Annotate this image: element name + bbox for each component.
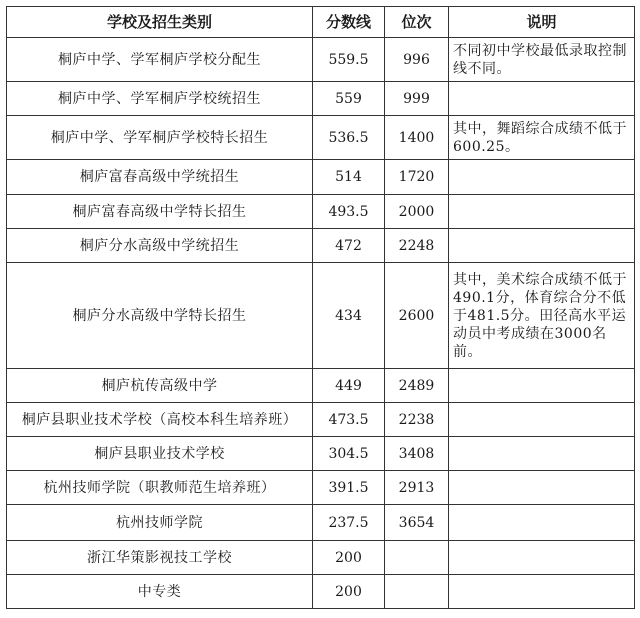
- rank-cell: 3408: [385, 437, 449, 471]
- score-cell: 434: [313, 263, 385, 369]
- rank-cell: 2489: [385, 369, 449, 403]
- rank-cell: 3654: [385, 505, 449, 541]
- rank-cell: 2248: [385, 229, 449, 263]
- category-cell: 桐庐分水高级中学统招生: [7, 229, 313, 263]
- category-cell: 中专类: [7, 575, 313, 609]
- header-category: 学校及招生类别: [7, 7, 313, 38]
- header-rank: 位次: [385, 7, 449, 38]
- note-cell: [449, 116, 635, 160]
- note-cell: [449, 505, 635, 541]
- category-cell: 桐庐中学、学军桐庐学校分配生: [7, 38, 313, 82]
- note-cell: [449, 82, 635, 116]
- header-note: 说明: [449, 7, 635, 38]
- score-cell: 449: [313, 369, 385, 403]
- score-cell: 391.5: [313, 471, 385, 505]
- note-cell: [449, 229, 635, 263]
- note-cell: [449, 38, 635, 82]
- category-cell: 杭州技师学院: [7, 505, 313, 541]
- note-text: 其中，美术综合成绩不低于490.1分，体育综合分不低于481.5分。田径高水平运动员中考成绩在3000名前。: [453, 272, 627, 360]
- table-row: [7, 575, 635, 609]
- table-row: [7, 263, 635, 369]
- category-cell: 桐庐分水高级中学特长招生: [7, 263, 313, 369]
- score-cell: 559: [313, 82, 385, 116]
- table-row: [7, 160, 635, 195]
- table-row: [7, 505, 635, 541]
- rank-cell: [385, 541, 449, 575]
- table-row: [7, 38, 635, 82]
- admission-score-table: [6, 6, 635, 609]
- table-row: [7, 403, 635, 437]
- note-cell: [449, 263, 635, 369]
- header-score: 分数线: [313, 7, 385, 38]
- note-text: 其中，舞蹈综合成绩不低于600.25。: [453, 121, 627, 155]
- note-cell: [449, 160, 635, 195]
- table-row: [7, 229, 635, 263]
- table-row: [7, 195, 635, 229]
- score-cell: 200: [313, 541, 385, 575]
- table-row: [7, 541, 635, 575]
- note-cell: [449, 369, 635, 403]
- rank-cell: 2238: [385, 403, 449, 437]
- table-row: [7, 471, 635, 505]
- score-cell: 536.5: [313, 116, 385, 160]
- category-cell: 杭州技师学院（职教师范生培养班）: [7, 471, 313, 505]
- rank-cell: 2600: [385, 263, 449, 369]
- rank-cell: 2000: [385, 195, 449, 229]
- category-cell: 桐庐富春高级中学特长招生: [7, 195, 313, 229]
- score-cell: 304.5: [313, 437, 385, 471]
- rank-cell: 999: [385, 82, 449, 116]
- category-cell: 桐庐杭传高级中学: [7, 369, 313, 403]
- score-cell: 473.5: [313, 403, 385, 437]
- note-cell: [449, 195, 635, 229]
- note-text: 不同初中学校最低录取控制线不同。: [453, 43, 627, 77]
- score-cell: 514: [313, 160, 385, 195]
- note-cell: [449, 437, 635, 471]
- score-cell: 472: [313, 229, 385, 263]
- rank-cell: 1720: [385, 160, 449, 195]
- table-row: [7, 369, 635, 403]
- category-cell: 浙江华策影视技工学校: [7, 541, 313, 575]
- category-cell: 桐庐中学、学军桐庐学校特长招生: [7, 116, 313, 160]
- rank-cell: 2913: [385, 471, 449, 505]
- table-row: [7, 116, 635, 160]
- note-cell: [449, 471, 635, 505]
- category-cell: 桐庐富春高级中学统招生: [7, 160, 313, 195]
- table-row: [7, 437, 635, 471]
- table-header-row: [7, 7, 635, 38]
- rank-cell: [385, 575, 449, 609]
- rank-cell: 1400: [385, 116, 449, 160]
- category-cell: 桐庐中学、学军桐庐学校统招生: [7, 82, 313, 116]
- note-cell: [449, 541, 635, 575]
- score-cell: 237.5: [313, 505, 385, 541]
- score-cell: 200: [313, 575, 385, 609]
- table-row: [7, 82, 635, 116]
- rank-cell: 996: [385, 38, 449, 82]
- note-cell: [449, 403, 635, 437]
- category-cell: 桐庐县职业技术学校（高校本科生培养班）: [7, 403, 313, 437]
- note-cell: [449, 575, 635, 609]
- score-cell: 559.5: [313, 38, 385, 82]
- score-cell: 493.5: [313, 195, 385, 229]
- category-cell: 桐庐县职业技术学校: [7, 437, 313, 471]
